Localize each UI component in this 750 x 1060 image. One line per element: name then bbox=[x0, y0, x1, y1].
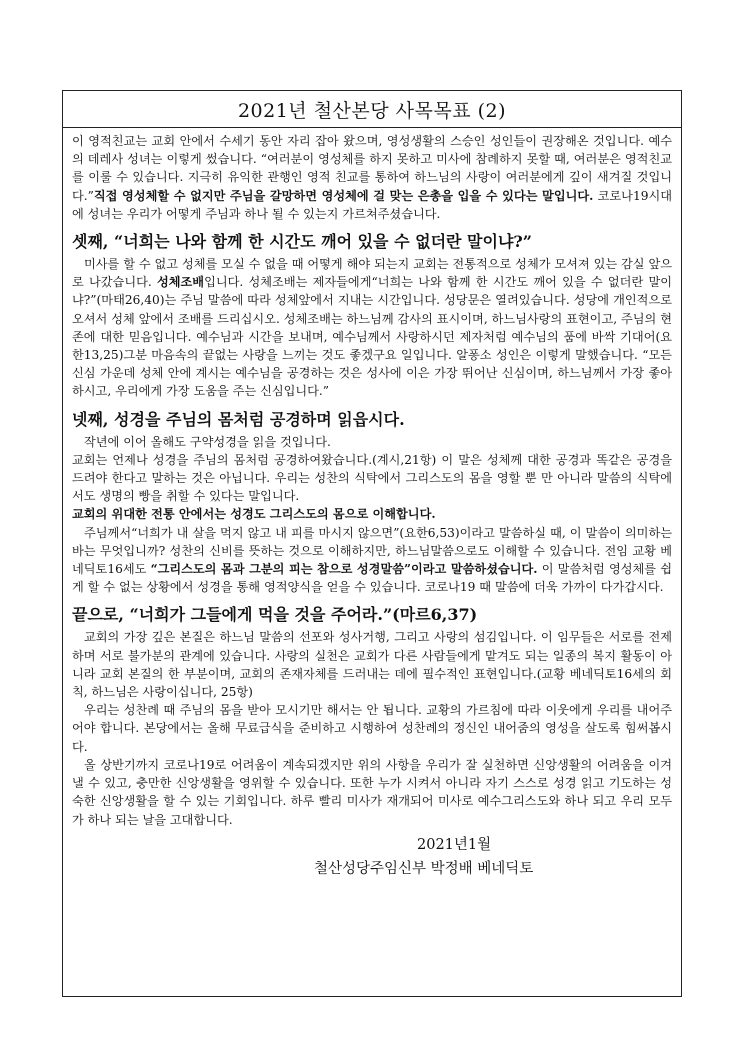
section-5-paragraph-1: 교회의 가장 깊은 본질은 하느님 말씀의 선포와 성사거행, 그리고 사랑의 섬김입니다. 이 임무들은 서로를 전제하며 서로 불가분의 관계에 있습니다. 사랑의 실천은 교회가 다른 사람들에게 맡겨도 되는 일종의 복지 활동이 아니라 교회 본질의 한 부분이며, 교회의 존재자체를 드러내는 데에 필수적인 표현입니다.(교황 베네딕토16세의 회칙, 하느님은 사랑이십니다, 25항) bbox=[72, 630, 672, 700]
section-5-paragraph-2: 우리는 성찬례 때 주님의 몸을 받아 모시기만 해서는 안 됩니다. 교황의 가르침에 따라 이웃에게 우리를 내어주어야 합니다. 본당에서는 올해 무료급식을 준비하고 시행하여 성찬례의 정신인 내어줌의 영성을 살도록 힘써봅시다. bbox=[72, 703, 672, 754]
section-5-paragraph-3: 올 상반기까지 코로나19로 어려움이 계속되겠지만 위의 사항을 우리가 잘 실천하면 신앙생활의 어려움을 이겨낼 수 있고, 충만한 신앙생활을 영위할 수 있습니다. 또한 누가 시켜서 아니라 자기 스스로 성경 읽고 기도하는 성숙한 신앙생활을 할 수 있는 기회입니다. 하루 빨리 미사가 재개되어 미사로 예수그리스도와 하나 되고 우리 모두가 하나 되는 날을 고대합니다. bbox=[72, 757, 672, 827]
section-4-heading: 넷째, 성경을 주님의 몸처럼 공경하며 읽읍시다. bbox=[72, 409, 405, 429]
section-4-bold: “그리스도의 몸과 그분의 피는 참으로 성경말씀”이라고 말씀하셨습니다. bbox=[150, 562, 538, 577]
section-4-text-end: 이 말씀처럼 영성체를 쉽게 할 수 없는 상황에서 성경을 통해 영적양식을 얻을 수 있습니다. 코로나19 때 말씀에 더욱 가까이 다가갑시다. bbox=[72, 562, 672, 595]
signature-date: 2021년1월 bbox=[417, 836, 492, 853]
intro-text-end: 코로나19시대에 성녀는 우리가 어떻게 주님과 하나 될 수 있는지 가르쳐주셨습니다. bbox=[72, 188, 672, 221]
section-3-paragraph bbox=[72, 255, 672, 401]
signature-block bbox=[72, 833, 672, 881]
document-frame bbox=[62, 90, 682, 997]
section-5-heading: 끝으로, “너희가 그들에게 먹을 것을 주어라.”(마르6,37) bbox=[72, 605, 478, 625]
section-4-paragraph-2: 교회는 언제나 성경을 주님의 몸처럼 공경하여왔습니다.(계시,21항) 이 말은 성체께 대한 공경과 똑같은 공경을 드려야 한다고 말하는 것은 아닙니다. 우리는 성찬의 식탁에서 그리스도의 몸을 영할 뿐 만 아니라 말씀의 식탁에서도 생명의 빵을 취할 수 있다는 말입니다. bbox=[72, 452, 672, 504]
section-4-paragraph-3: 교회의 위대한 전통 안에서는 성경도 그리스도의 몸으로 이해합니다. bbox=[72, 507, 436, 522]
section-3-bold: 성체조배 bbox=[156, 275, 205, 290]
signature-name: 철산성당주임신부 박정배 베네딕토 bbox=[314, 860, 534, 877]
intro-text: 이 영적친교는 교회 안에서 수세기 동안 자리 잡아 왔으며, 영성생활의 스승인 성인들이 권장해온 것입니다. 예수의 데레사 성녀는 이렇게 썼습니다. “여러분이 영성체를 하지 못하고 미사에 참례하지 못할 때, 여러분은 영적친교를 이룰 수 있습니다. 지극히 유익한 관행인 영적 친교를 통하여 하느님의 사랑이 여러분에게 깊이 새겨질 것입니다.” bbox=[72, 134, 672, 203]
document-body bbox=[63, 128, 681, 881]
section-4-paragraph-4 bbox=[72, 524, 672, 597]
section-3-text-end: 입니다. 성체조배는 제자들에게“너희는 나와 함께 한 시간도 깨어 있을 수 없더란 말이냐?”(마태26,40)는 주님 말씀에 따라 성체앞에서 지내는 시간입니다. 성당문은 열려있습니다. 성당에 개인적으로 오셔서 성체 앞에서 조배를 드리십시오. 성체조배는 하느님께 감사의 표시이며, 하느님사랑의 표현이고, 주님의 현존에 대한 믿음입니다. 예수님과 시간을 보내며, 예수님께서 사랑하시던 제자처럼 예수님의 품에 바싹 기대어(요한13,25)그분 마음속의 끝없는 사랑을 느끼는 것도 좋겠구요 일입니다. 알퐁소 성인은 이렇게 말했습니다. “모든 신심 가운데 성체 안에 계시는 예수님을 공경하는 것은 성사에 이은 가장 뛰어난 신심이며, 하느님께서 가장 좋아하시고, 우리에게 가장 도움을 주는 신심입니다.” bbox=[72, 275, 672, 399]
section-4-text: 주님께서“너희가 내 살을 먹지 않고 내 피를 마시지 않으면”(요한6,53)이라고 말씀하실 때, 이 말씀이 의미하는 바는 무엇입니까? 성찬의 신비를 뜻하는 것으로 이해하지만, 하느님말씀으로도 이해할 수 있습니다. 전임 교황 베네딕토16세도 bbox=[72, 525, 672, 577]
intro-bold-text: 직접 영성체할 수 없지만 주님을 갈망하면 영성체에 걸 맞는 은총을 입을 수 있다는 말입니다. bbox=[93, 188, 594, 203]
section-3-heading: 셋째, “너희는 나와 함께 한 시간도 깨어 있을 수 없더란 말이냐?” bbox=[72, 232, 532, 252]
document-title: 2021년 철산본당 사목목표 (2) bbox=[63, 91, 681, 128]
intro-paragraph bbox=[72, 132, 672, 223]
section-4-paragraph-1: 작년에 이어 올해도 구약성경을 읽을 것입니다. bbox=[84, 434, 331, 449]
section-3-text: 미사를 할 수 없고 성체를 모실 수 없을 때 어떻게 해야 되는지 교회는 전통적으로 성체가 모셔져 있는 감실 앞으로 나갔습니다. bbox=[72, 257, 672, 290]
